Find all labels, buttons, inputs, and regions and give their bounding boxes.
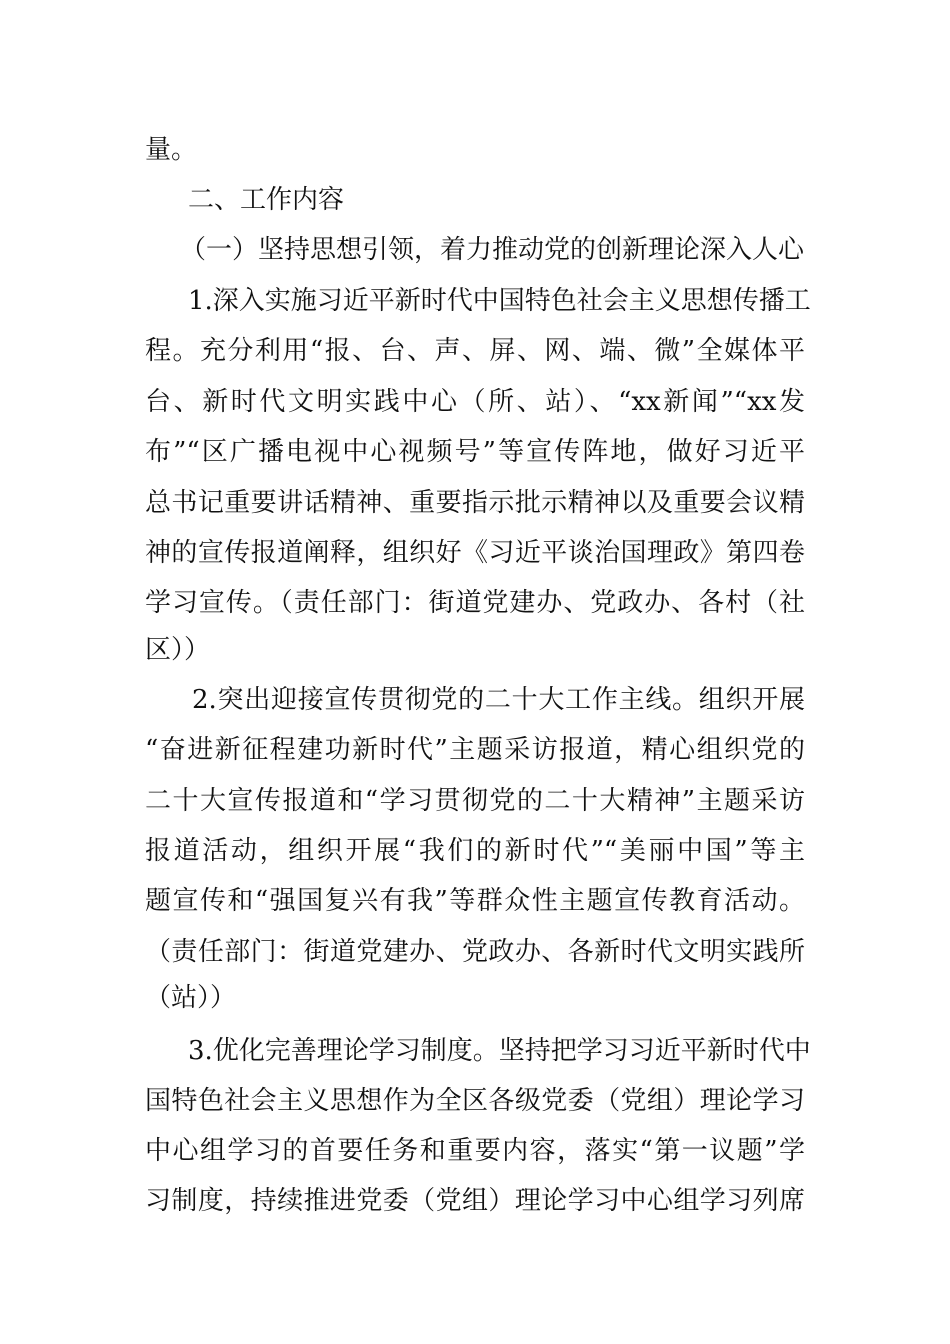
section-heading: 二、工作内容 [188,185,345,215]
paragraph-2-line: （责任部门：街道党建办、党政办、各新时代文明实践所 [145,937,805,967]
paragraph-1-line: 神的宣传报道阐释，组织好《习近平谈治国理政》第四卷 [145,538,805,568]
paragraph-3-line: 国特色社会主义思想作为全区各级党委（党组）理论学习 [145,1086,805,1116]
paragraph-1-line: 1.深入实施习近平新时代中国特色社会主义思想传播工 [188,286,811,316]
paragraph-2-line: 题宣传和“强国复兴有我”等群众性主题宣传教育活动。 [145,886,805,916]
paragraph-1-line: 布”“区广播电视中心视频号”等宣传阵地，做好习近平 [145,437,805,467]
paragraph-2-line: 二十大宣传报道和“学习贯彻党的二十大精神”主题采访 [145,786,805,816]
paragraph-3-line: 3.优化完善理论学习制度。坚持把学习习近平新时代中 [188,1036,811,1066]
text-line: 量。 [145,135,198,165]
subsection-heading: （一）坚持思想引领，着力推动党的创新理论深入人心 [180,235,805,265]
paragraph-1-line: 台、新时代文明实践中心（所、站）、“xx新闻”“xx发 [145,387,805,417]
paragraph-2-line: 报道活动，组织开展“我们的新时代”“美丽中国”等主 [145,836,805,866]
paragraph-1-line: 学习宣传。（责任部门：街道党建办、党政办、各村（社 [145,588,805,618]
paragraph-2-line: 2.突出迎接宣传贯彻党的二十大工作主线。组织开展 [192,685,805,715]
paragraph-1-line: 区）） [145,635,211,665]
paragraph-3-line: 习制度，持续推进党委（党组）理论学习中心组学习列席 [145,1186,805,1216]
paragraph-3-line: 中心组学习的首要任务和重要内容，落实“第一议题”学 [145,1136,805,1166]
paragraph-2-line: （站）） [145,983,237,1013]
paragraph-1-line: 总书记重要讲话精神、重要指示批示精神以及重要会议精 [145,488,805,518]
paragraph-2-line: “奋进新征程建功新时代”主题采访报道，精心组织党的 [145,735,805,765]
paragraph-1-line: 程。充分利用“报、台、声、屏、网、端、微”全媒体平 [145,336,805,366]
